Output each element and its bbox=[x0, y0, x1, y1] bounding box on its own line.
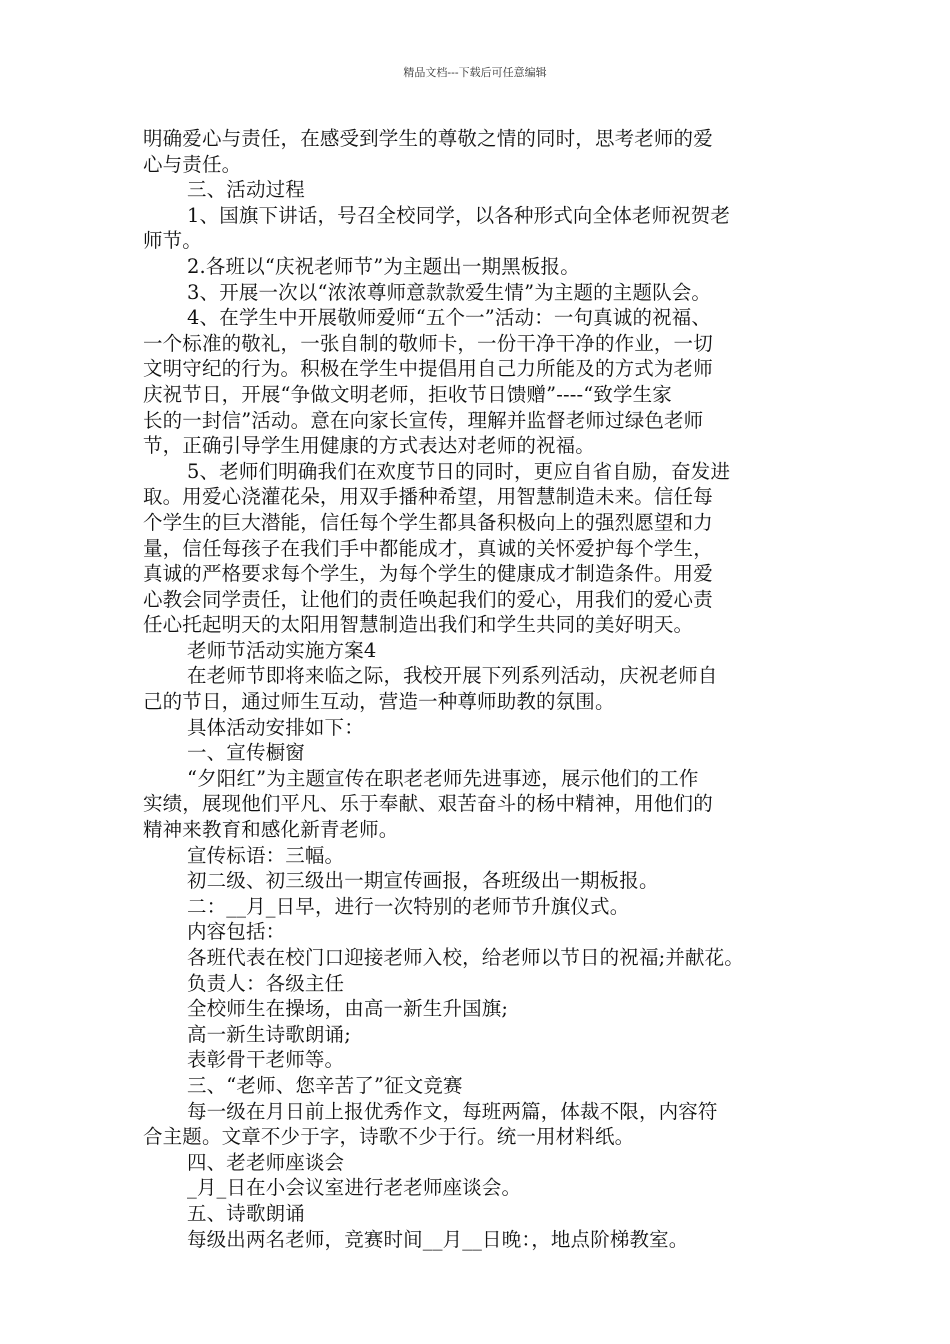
text-line: 四、老老师座谈会 bbox=[187, 1150, 345, 1174]
text-line: 文明守纪的行为。积极在学生中提倡用自己力所能及的方式为老师 bbox=[143, 357, 713, 381]
text-line: 真诚的严格要求每个学生，为每个学生的健康成才制造条件。用爱 bbox=[143, 562, 713, 586]
text-line: _月_日在小会议室进行老老师座谈会。 bbox=[187, 1176, 522, 1200]
text-line: 任心托起明天的太阳用智慧制造出我们和学生共同的美好明天。 bbox=[143, 613, 694, 637]
text-line: 每级出两名老师，竞赛时间__月__日晚：，地点阶梯教室。 bbox=[187, 1227, 689, 1251]
page-header: 精品文档---下载后可任意编辑 bbox=[403, 66, 547, 79]
text-line: 各班代表在校门口迎接老师入校，给老师以节日的祝福;并献花。 bbox=[187, 946, 744, 969]
text-line: 量，信任每孩子在我们手中都能成才，真诚的关怀爱护每个学生， bbox=[143, 536, 713, 560]
text-line: 具体活动安排如下： bbox=[187, 715, 364, 739]
text-line: 三、活动过程 bbox=[187, 178, 305, 202]
text-line: 实绩，展现他们平凡、乐于奉献、艰苦奋斗的杨中精神，用他们的 bbox=[143, 792, 713, 816]
text-line: 节，正确引导学生用健康的方式表达对老师的祝福。 bbox=[143, 434, 595, 458]
text-line: 长的一封信”活动。意在向家长宣传，理解并监督老师过绿色老师 bbox=[143, 408, 704, 432]
text-line: 取。用爱心浇灌花朵，用双手播种希望，用智慧制造未来。信任每 bbox=[143, 485, 713, 509]
text-line: 一个标准的敬礼，一张自制的敬师卡，一份干净干净的作业，一切 bbox=[143, 331, 713, 355]
text-line: 内容包括： bbox=[187, 920, 286, 944]
text-line: 在老师节即将来临之际，我校开展下列系列活动，庆祝老师自 bbox=[187, 664, 718, 688]
text-line: 老师节活动实施方案4 bbox=[187, 638, 377, 662]
text-line: 每一级在月日前上报优秀作文，每班两篇，体裁不限，内容符 bbox=[187, 1099, 718, 1123]
text-line: 三、“老师、您辛苦了”征文竞赛 bbox=[187, 1073, 463, 1097]
text-line: “夕阳红”为主题宣传在职老老师先进事迹，展示他们的工作 bbox=[187, 766, 699, 790]
text-line: 5、老师们明确我们在欢度节日的同时，更应自省自励，奋发进 bbox=[187, 459, 731, 483]
text-line: 精神来教育和感化新青老师。 bbox=[143, 818, 399, 842]
text-line: 庆祝节日，开展“争做文明老师，拒收节日馈赠”----“致学生家 bbox=[143, 382, 672, 406]
text-line: 心教会同学责任，让他们的责任唤起我们的爱心，用我们的爱心责 bbox=[143, 587, 713, 611]
text-line: 合主题。文章不少于字，诗歌不少于行。统一用材料纸。 bbox=[143, 1125, 635, 1149]
document-body bbox=[143, 126, 818, 1252]
text-line: 负责人：各级主任 bbox=[187, 971, 345, 995]
text-line: 二：__月_日早，进行一次特别的老师节升旗仪式。 bbox=[187, 894, 630, 918]
text-line: 己的节日，通过师生互动，营造一种尊师助教的氛围。 bbox=[143, 690, 615, 714]
text-line: 心与责任。 bbox=[143, 152, 242, 176]
text-line: 3、开展一次以“浓浓尊师意款款爱生情”为主题的主题队会。 bbox=[187, 280, 712, 304]
text-line: 明确爱心与责任，在感受到学生的尊敬之情的同时，思考老师的爱 bbox=[143, 127, 713, 150]
text-line: 1、国旗下讲话，号召全校同学，以各种形式向全体老师祝贺老 bbox=[187, 203, 731, 227]
text-line: 表彰骨干老师等。 bbox=[187, 1048, 345, 1072]
text-line: 初二级、初三级出一期宣传画报，各班级出一期板报。 bbox=[187, 869, 659, 893]
text-line: 2.各班以“庆祝老师节”为主题出一期黑板报。 bbox=[187, 254, 580, 278]
text-line: 4、在学生中开展敬师爱师“五个一”活动：一句真诚的祝福、 bbox=[187, 306, 712, 330]
text-line: 宣传标语：三幅。 bbox=[187, 843, 345, 867]
text-line: 师节。 bbox=[143, 229, 202, 253]
text-line: 个学生的巨大潜能，信任每个学生都具备积极向上的强烈愿望和力 bbox=[143, 510, 713, 534]
text-line: 一、宣传橱窗 bbox=[187, 741, 305, 765]
text-line: 高一新生诗歌朗诵; bbox=[187, 1022, 351, 1046]
text-line: 全校师生在操场，由高一新生升国旗; bbox=[187, 997, 509, 1021]
text-line: 五、诗歌朗诵 bbox=[187, 1201, 305, 1225]
